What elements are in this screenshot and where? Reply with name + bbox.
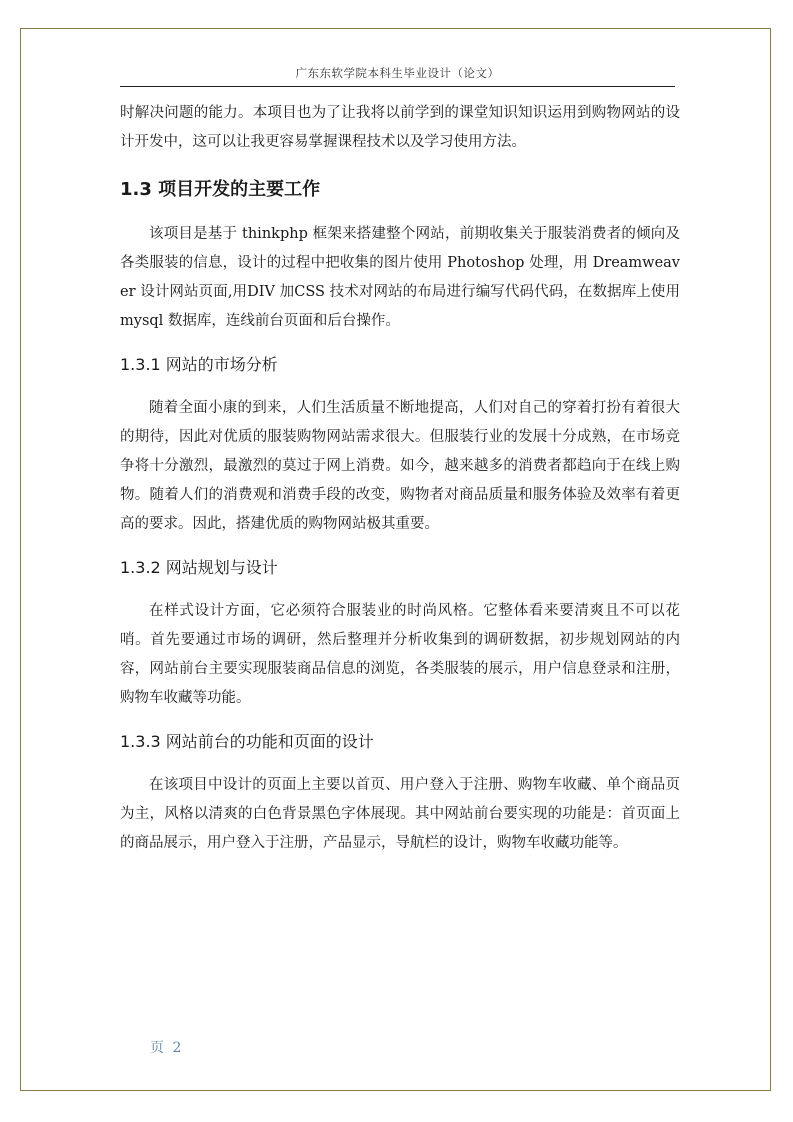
section-1-3-1-heading: 1.3.1 网站的市场分析 [120,355,278,374]
intro-paragraph: 时解决问题的能力。本项目也为了让我将以前学到的课堂知识知识运用到购物网站的设计开发中，这可以让我更容易掌握课程技术以及学习使用方法。 [120,105,680,150]
page-content [120,99,680,858]
section-1-3-paragraph: 该项目是基于 thinkphp 框架来搭建整个网站，前期收集关于服装消费者的倾向及各类服装的信息，设计的过程中把收集的图片使用 Photoshop 处理，用 Dreamweaver 设计网站页面,用DIV 加CSS 技术对网站的布局进行编写代码代码，在数据库上使用 mysql 数据库，连线前台页面和后台操作。 [120,226,680,329]
section-1-3-1-paragraph: 随着全面小康的到来，人们生活质量不断地提高，人们对自己的穿着打扮有着很大的期待，因此对优质的服装购物网站需求很大。但服装行业的发展十分成熟，在市场竞争将十分激烈，最激烈的莫过于网上消费。如今，越来越多的消费者都趋向于在线上购物。随着人们的消费观和消费手段的改变，购物者对商品质量和服务体验及效率有着更高的要求。因此，搭建优质的购物网站极其重要。 [120,400,680,532]
section-1-3-3-heading: 1.3.3 网站前台的功能和页面的设计 [120,732,374,751]
page-number: 页 2 [150,1040,184,1056]
section-1-3-2-heading: 1.3.2 网站规划与设计 [120,558,278,577]
section-1-3-2-paragraph: 在样式设计方面，它必须符合服装业的时尚风格。它整体看来要清爽且不可以花哨。首先要通过市场的调研，然后整理并分析收集到的调研数据，初步规划网站的内容，网站前台主要实现服装商品信息的浏览，各类服装的展示，用户信息登录和注册，购物车收藏等功能。 [120,603,680,706]
section-1-3-3-paragraph: 在该项目中设计的页面上主要以首页、用户登入于注册、购物车收藏、单个商品页为主，风格以清爽的白色背景黑色字体展现。其中网站前台要实现的功能是：首页面上的商品展示，用户登入于注册，产品显示，导航栏的设计，购物车收藏功能等。 [120,777,680,851]
page-header [120,64,675,87]
header-title: 广东东软学院本科生毕业设计（论文） [295,66,500,80]
section-1-3-heading: 1.3 项目开发的主要工作 [120,179,321,200]
